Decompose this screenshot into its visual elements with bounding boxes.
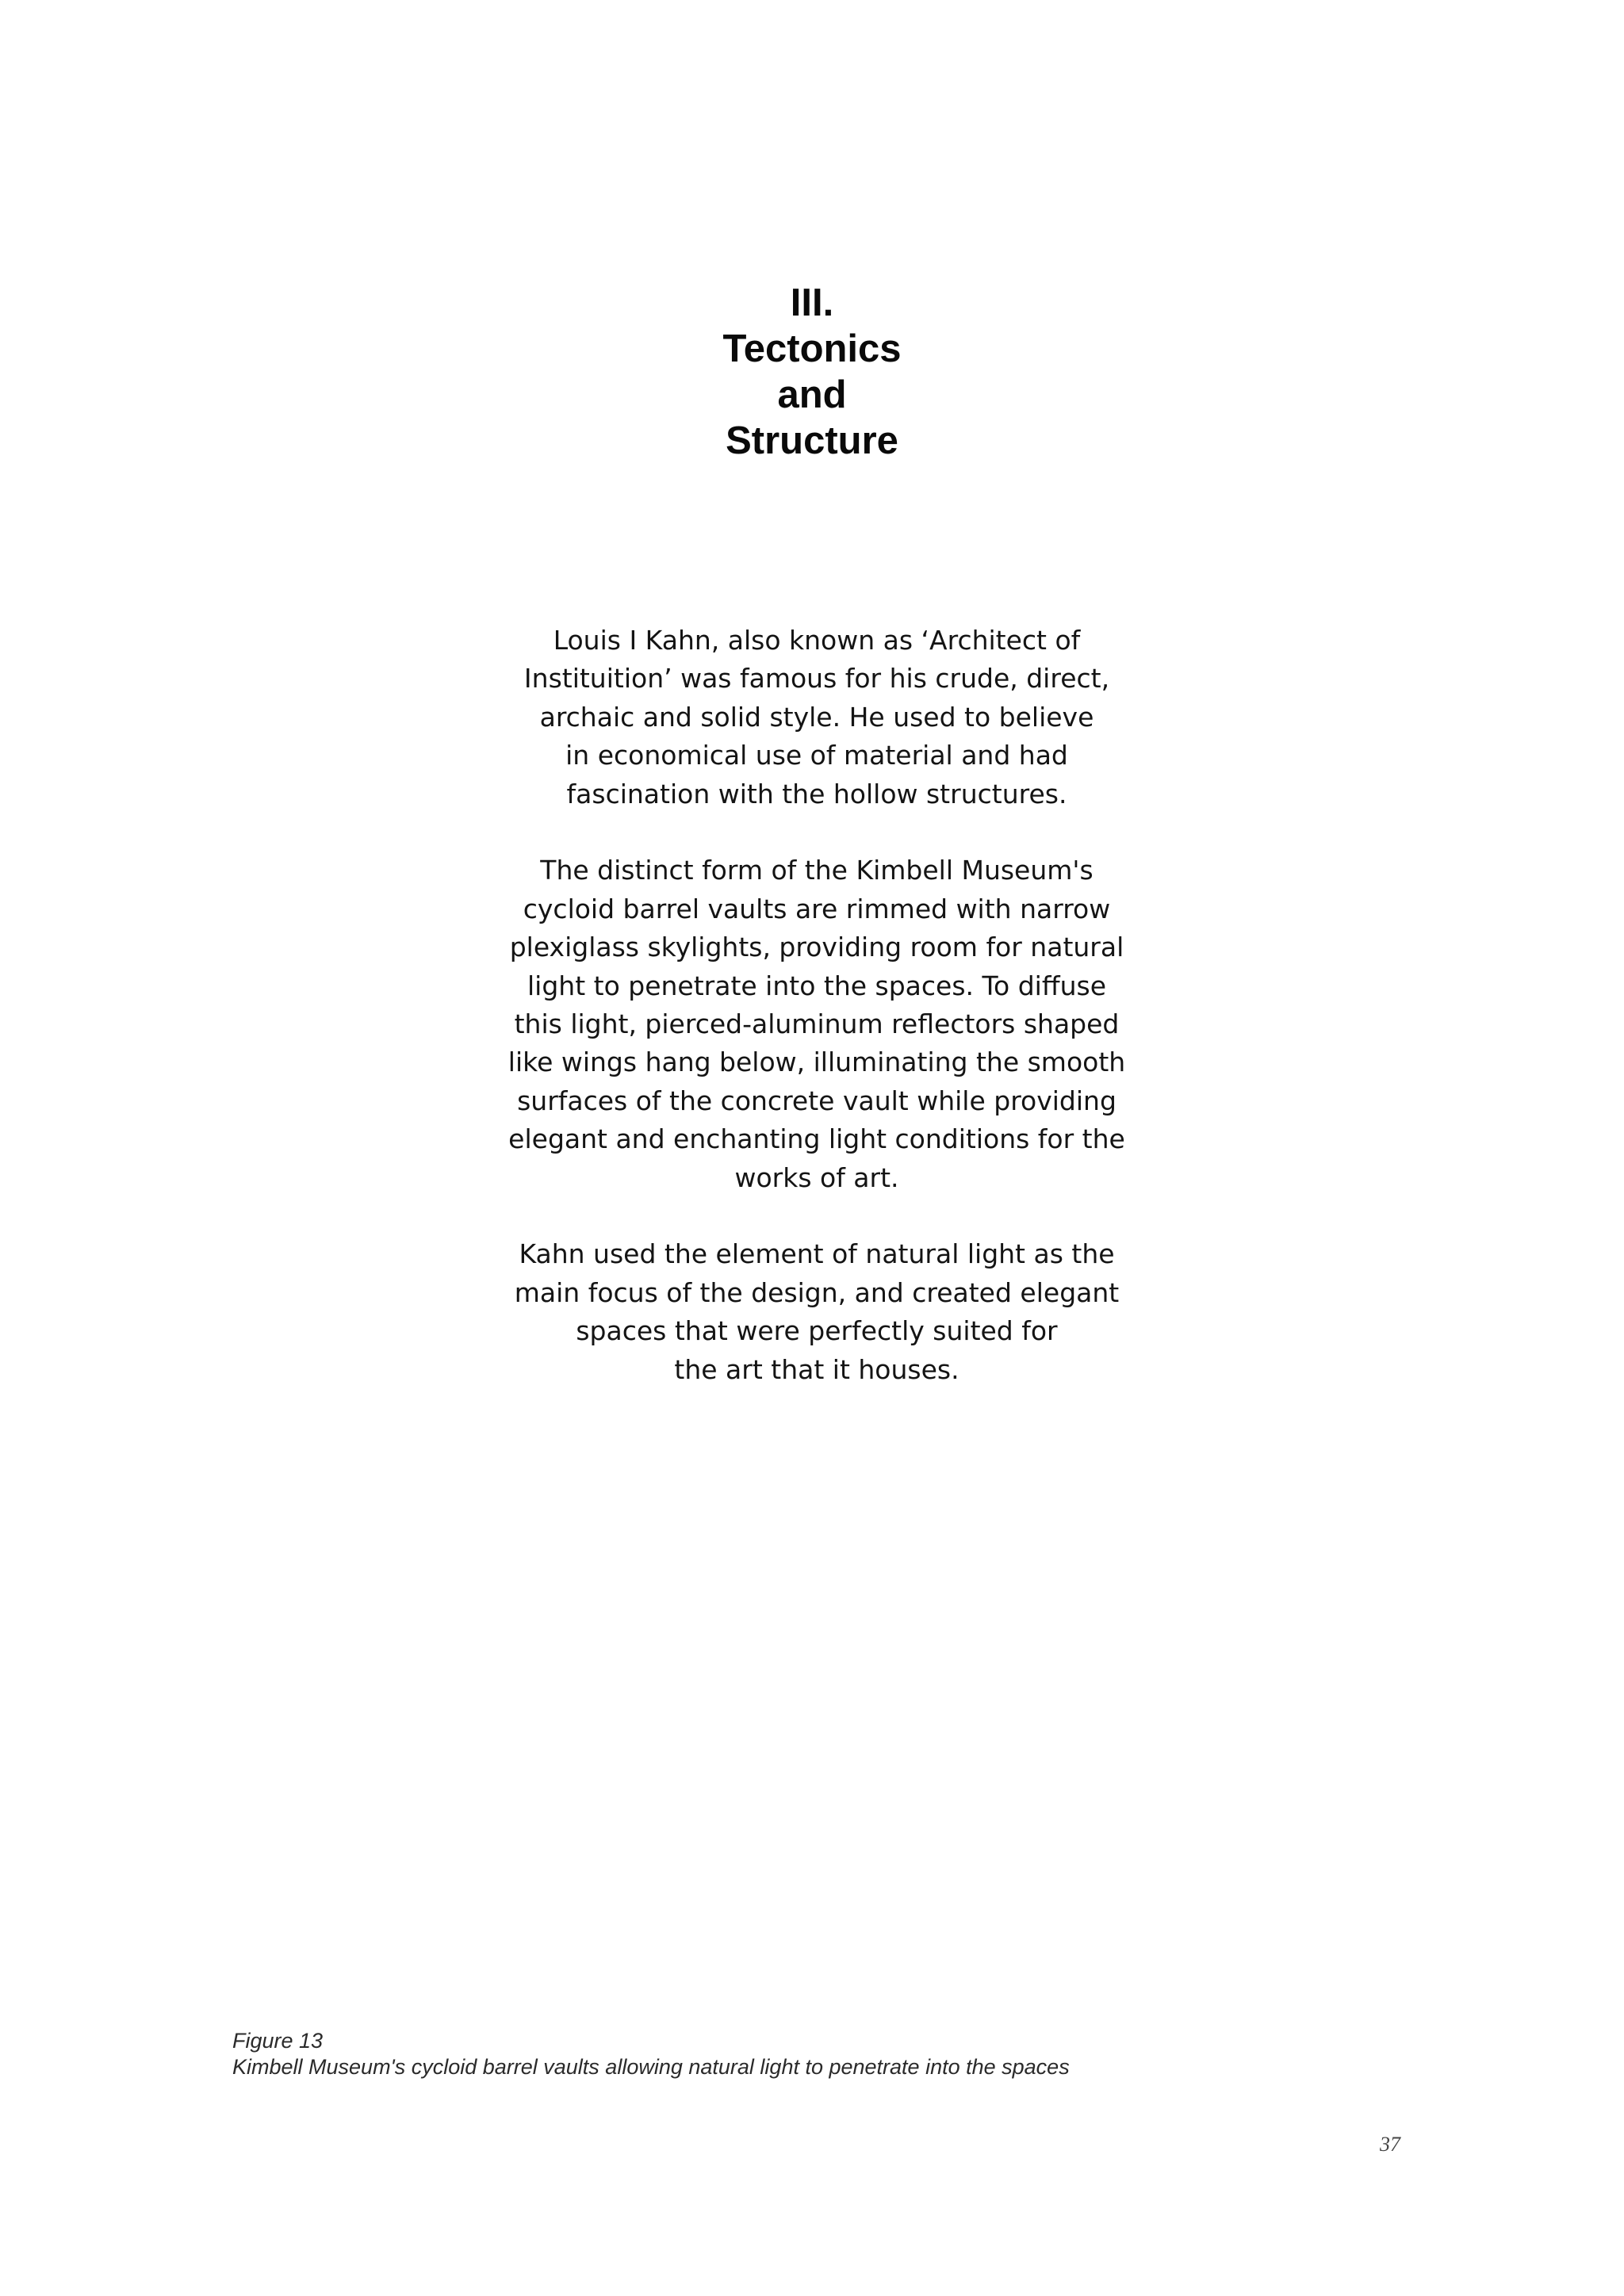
text-line: spaces that were perfectly suited for xyxy=(576,1315,1058,1347)
chapter-title-line: Tectonics xyxy=(722,327,902,370)
body-text xyxy=(444,622,1189,1389)
text-line: this light, pierced-aluminum reflectors shaped xyxy=(514,1008,1120,1040)
figure-label: Figure 13 xyxy=(232,2029,324,2053)
text-line: the art that it houses. xyxy=(674,1353,959,1385)
text-line: The distinct form of the Kimbell Museum's xyxy=(540,855,1094,886)
text-line: fascination with the hollow structures. xyxy=(566,778,1067,809)
text-line: main focus of the design, and created elegant xyxy=(514,1276,1120,1308)
figure-description: Kimbell Museum's cycloid barrel vaults allowing natural light to penetrate into the spaces xyxy=(232,2055,1070,2079)
text-line: archaic and solid style. He used to believe xyxy=(539,701,1094,733)
text-line: elegant and enchanting light conditions for the xyxy=(508,1123,1125,1155)
text-line: in economical use of material and had xyxy=(565,740,1068,771)
chapter-title-line: and xyxy=(777,373,847,416)
figure-caption xyxy=(232,2028,1070,2080)
paragraph-barrel-vaults xyxy=(444,851,1189,1197)
paragraph-natural-light xyxy=(444,1235,1189,1389)
text-line: like wings hang below, illuminating the smooth xyxy=(508,1047,1126,1078)
chapter-number: III. xyxy=(790,281,834,324)
text-line: works of art. xyxy=(734,1161,899,1193)
text-line: plexiglass skylights, providing room for natural xyxy=(509,932,1124,963)
text-line: cycloid barrel vaults are rimmed with narrow xyxy=(523,893,1111,924)
text-line: Louis I Kahn, also known as ‘Architect of xyxy=(553,625,1081,656)
text-line: surfaces of the concrete vault while providing xyxy=(517,1085,1116,1116)
paragraph-kahn-intro xyxy=(444,622,1189,813)
text-line: light to penetrate into the spaces. To diffuse xyxy=(527,970,1106,1001)
text-line: Kahn used the element of natural light as the xyxy=(519,1238,1115,1270)
text-line: Instituition’ was famous for his crude, direct, xyxy=(523,663,1110,695)
chapter-title-line: Structure xyxy=(726,419,898,462)
chapter-heading xyxy=(574,280,1050,464)
page-number: 37 xyxy=(1380,2133,1400,2156)
